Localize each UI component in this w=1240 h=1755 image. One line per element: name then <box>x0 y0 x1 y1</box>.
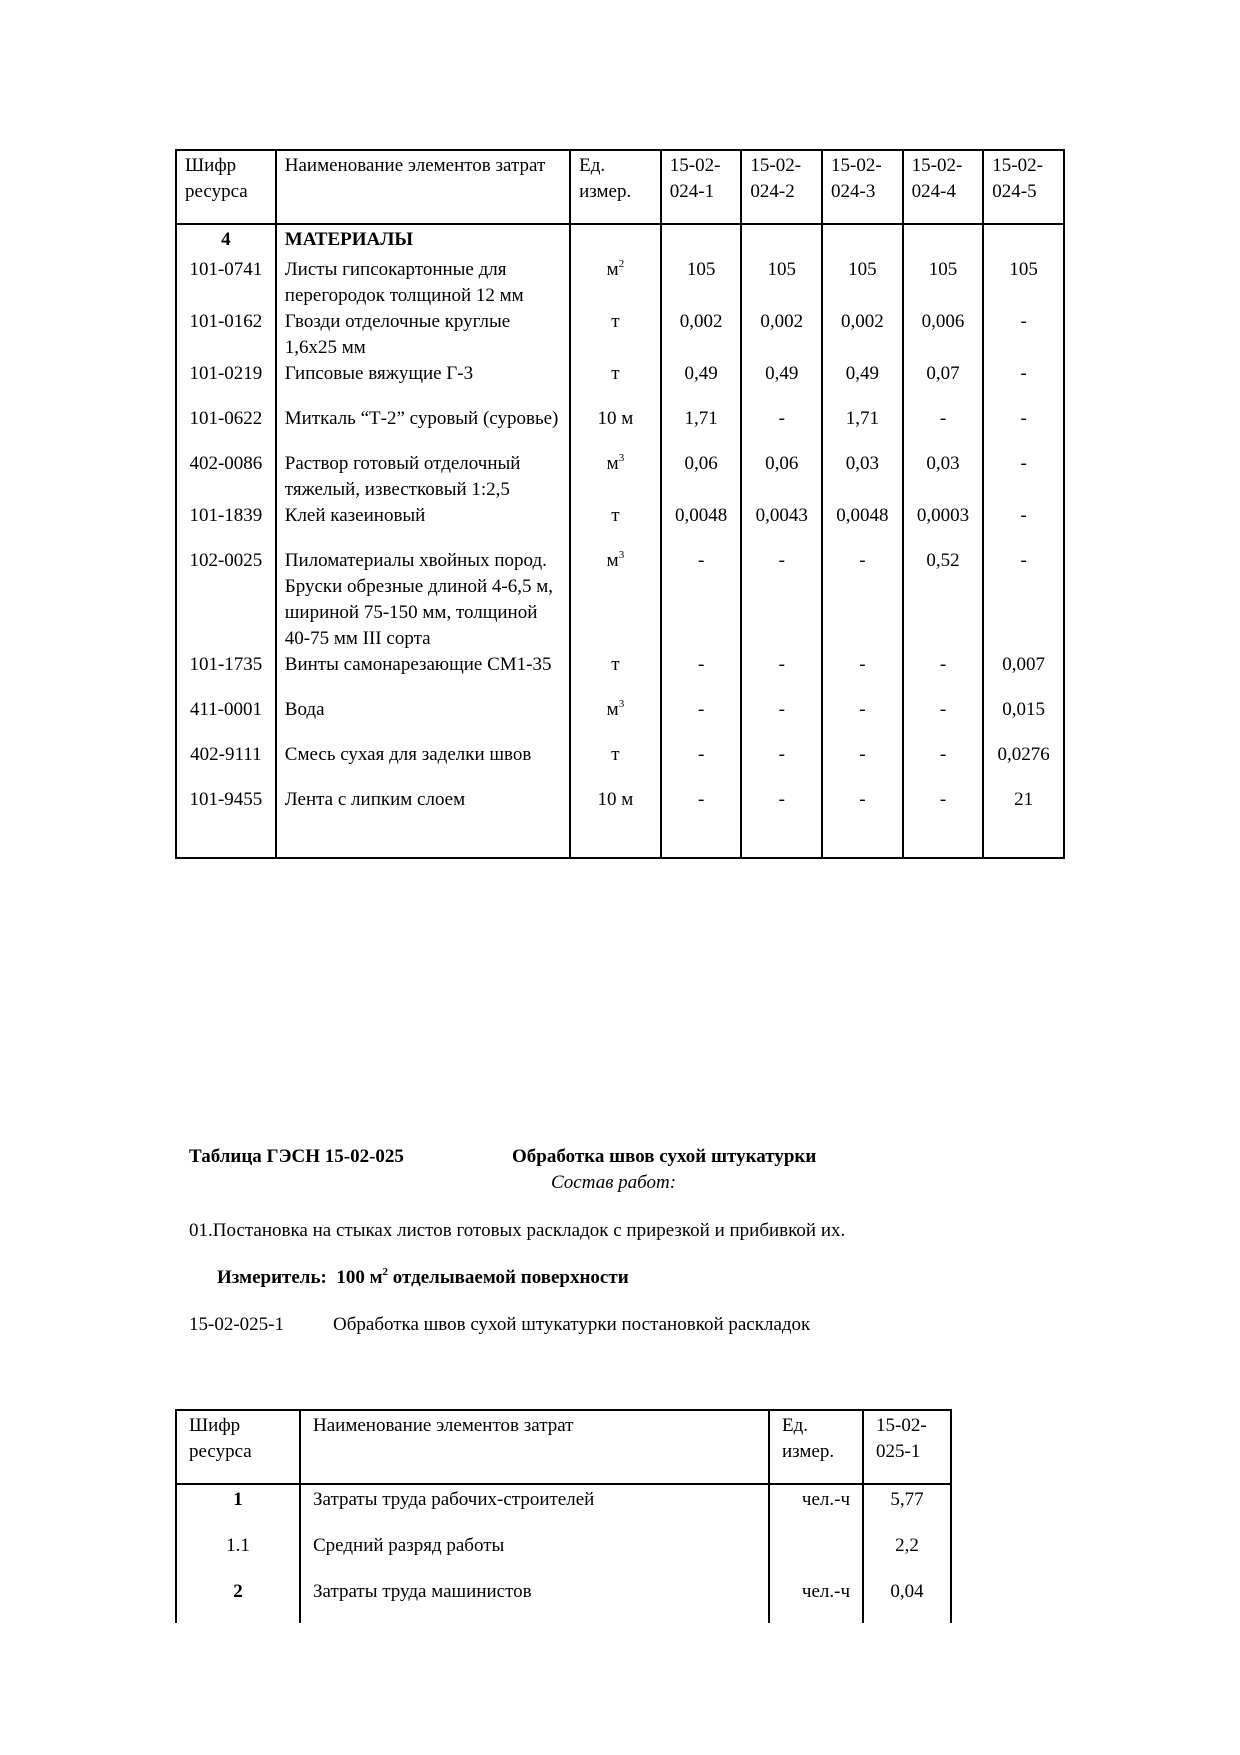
row-value-1: 105 <box>661 257 742 309</box>
unit-text: м <box>606 699 619 720</box>
row-code: 101-0741 <box>176 257 276 309</box>
row-unit <box>570 451 661 503</box>
table-header-row <box>176 1410 951 1484</box>
row-value-3: 105 <box>822 257 903 309</box>
table-row <box>176 742 1064 787</box>
row-value-3: 0,002 <box>822 309 903 361</box>
row-name: Миткаль “Т-2” суровый (суровье) <box>276 406 570 451</box>
table-row <box>176 697 1064 742</box>
row-unit <box>570 257 661 309</box>
row-value-1: 1,71 <box>661 406 742 451</box>
row-unit <box>570 697 661 742</box>
row-value-5: 0,007 <box>983 652 1064 697</box>
row-value-1: - <box>661 787 742 858</box>
row-value-5: 21 <box>983 787 1064 858</box>
item-code: 15-02-025-1 <box>189 1314 284 1335</box>
section-name: МАТЕРИАЛЫ <box>276 224 570 257</box>
header-name: Наименование элементов затрат <box>276 150 570 224</box>
row-unit <box>570 787 661 858</box>
row-value-3: - <box>822 742 903 787</box>
header-col-1: 15-02-025-1 <box>863 1410 951 1484</box>
row-code: 101-0622 <box>176 406 276 451</box>
row-code: 102-0025 <box>176 548 276 652</box>
row-unit <box>570 742 661 787</box>
row-value-4: 0,006 <box>903 309 984 361</box>
header-unit: Ед. измер. <box>570 150 661 224</box>
section-code: 4 <box>176 224 276 257</box>
row-value-3: - <box>822 652 903 697</box>
unit-text: т <box>611 311 620 332</box>
row-value-4: - <box>903 742 984 787</box>
header-col-3: 15-02-024-3 <box>822 150 903 224</box>
section-row <box>176 224 1064 257</box>
row-unit <box>769 1531 863 1577</box>
row-value-4: 0,03 <box>903 451 984 503</box>
header-unit: Ед. измер. <box>769 1410 863 1484</box>
header-col-1: 15-02-024-1 <box>661 150 742 224</box>
row-name: Пиломатериалы хвойных пород. Бруски обрезные длиной 4-6,5 м, шириной 75-150 мм, толщиной 40-75 мм III сорта <box>276 548 570 652</box>
composition-label: Состав работ: <box>551 1172 677 1193</box>
table-header-row <box>176 150 1064 224</box>
unit-sup: 3 <box>618 698 625 710</box>
row-value-2: 105 <box>741 257 822 309</box>
row-value-1: 0,002 <box>661 309 742 361</box>
table-row <box>176 451 1064 503</box>
row-value-1: 0,04 <box>863 1577 951 1623</box>
unit-text: т <box>611 744 620 765</box>
table-row <box>176 548 1064 652</box>
unit-text: 10 м <box>597 408 634 429</box>
row-unit <box>570 361 661 406</box>
row-value-2: - <box>741 652 822 697</box>
row-value-4: 105 <box>903 257 984 309</box>
unit-text: м <box>606 550 619 571</box>
row-value-5: - <box>983 406 1064 451</box>
row-value-3: 0,0048 <box>822 503 903 548</box>
table-row <box>176 1577 951 1623</box>
row-name: Средний разряд работы <box>300 1531 769 1577</box>
row-name: Листы гипсокартонные для перегородок толщиной 12 мм <box>276 257 570 309</box>
row-value-4: 0,52 <box>903 548 984 652</box>
row-value-3: - <box>822 697 903 742</box>
table-row <box>176 406 1064 451</box>
row-name: Винты самонарезающие СМ1-35 <box>276 652 570 697</box>
row-code: 1.1 <box>176 1531 300 1577</box>
unit-text: т <box>611 654 620 675</box>
row-value-1: 2,2 <box>863 1531 951 1577</box>
row-value-2: - <box>741 548 822 652</box>
row-value-2: - <box>741 697 822 742</box>
header-col-2: 15-02-024-2 <box>741 150 822 224</box>
table-row <box>176 503 1064 548</box>
row-value-2: - <box>741 742 822 787</box>
row-value-2: 0,49 <box>741 361 822 406</box>
table-label: Таблица ГЭСН 15-02-025 <box>189 1146 404 1167</box>
row-value-3: 0,03 <box>822 451 903 503</box>
row-value-2: - <box>741 787 822 858</box>
row-value-3: - <box>822 548 903 652</box>
row-value-4: 0,07 <box>903 361 984 406</box>
unit-text: м <box>606 453 619 474</box>
row-value-1: 0,06 <box>661 451 742 503</box>
row-code: 101-1839 <box>176 503 276 548</box>
row-unit <box>570 406 661 451</box>
row-name: Вода <box>276 697 570 742</box>
unit-text: т <box>611 363 620 384</box>
header-name: Наименование элементов затрат <box>300 1410 769 1484</box>
row-value-2: 0,06 <box>741 451 822 503</box>
table-row <box>176 1531 951 1577</box>
row-value-1: - <box>661 697 742 742</box>
header-code: Шифр ресурса <box>176 150 276 224</box>
row-name: Раствор готовый отделочный тяжелый, известковый 1:2,5 <box>276 451 570 503</box>
meter-label: Измеритель: <box>217 1267 327 1288</box>
unit-text: т <box>611 505 620 526</box>
row-value-5: - <box>983 451 1064 503</box>
row-value-3: - <box>822 787 903 858</box>
meter-value-pre: 100 м <box>336 1267 383 1288</box>
row-value-1: - <box>661 742 742 787</box>
row-value-5: - <box>983 503 1064 548</box>
row-value-5: - <box>983 361 1064 406</box>
row-code: 101-0162 <box>176 309 276 361</box>
row-unit <box>570 548 661 652</box>
unit-text: 10 м <box>597 789 634 810</box>
row-value-4: 0,0003 <box>903 503 984 548</box>
row-value-3: 1,71 <box>822 406 903 451</box>
table-row <box>176 309 1064 361</box>
row-code: 101-0219 <box>176 361 276 406</box>
row-value-5: 105 <box>983 257 1064 309</box>
table-row <box>176 257 1064 309</box>
row-value-4: - <box>903 406 984 451</box>
materials-table <box>175 149 1065 859</box>
row-code: 2 <box>176 1577 300 1623</box>
row-value-5: 0,0276 <box>983 742 1064 787</box>
header-col-4: 15-02-024-4 <box>903 150 984 224</box>
header-code: Шифр ресурса <box>176 1410 300 1484</box>
row-value-5: - <box>983 548 1064 652</box>
table-row <box>176 652 1064 697</box>
unit-sup: 3 <box>618 452 625 464</box>
row-code: 101-1735 <box>176 652 276 697</box>
row-code: 402-9111 <box>176 742 276 787</box>
row-value-2: - <box>741 406 822 451</box>
row-code: 402-0086 <box>176 451 276 503</box>
row-value-5: - <box>983 309 1064 361</box>
row-value-5: 0,015 <box>983 697 1064 742</box>
meter-value-post: отделываемой поверхности <box>388 1267 629 1288</box>
header-col-5: 15-02-024-5 <box>983 150 1064 224</box>
row-value-1: 0,49 <box>661 361 742 406</box>
row-name: Гвозди отделочные круглые 1,6х25 мм <box>276 309 570 361</box>
row-unit <box>570 309 661 361</box>
table-row <box>176 787 1064 858</box>
table-title: Обработка швов сухой штукатурки <box>512 1146 817 1167</box>
table-row <box>176 1484 951 1531</box>
row-value-2: 0,002 <box>741 309 822 361</box>
row-code: 1 <box>176 1484 300 1531</box>
meter-line <box>217 1267 629 1289</box>
row-value-4: - <box>903 697 984 742</box>
row-value-1: - <box>661 548 742 652</box>
row-name: Смесь сухая для заделки швов <box>276 742 570 787</box>
row-code: 411-0001 <box>176 697 276 742</box>
row-value-3: 0,49 <box>822 361 903 406</box>
row-name: Лента с липким слоем <box>276 787 570 858</box>
row-value-4: - <box>903 652 984 697</box>
row-value-4: - <box>903 787 984 858</box>
unit-text: м <box>606 259 619 280</box>
row-value-1: - <box>661 652 742 697</box>
table-row <box>176 361 1064 406</box>
item-name: Обработка швов сухой штукатурки постановкой раскладок <box>333 1314 811 1335</box>
row-code: 101-9455 <box>176 787 276 858</box>
row-unit: чел.-ч <box>769 1484 863 1531</box>
row-unit: чел.-ч <box>769 1577 863 1623</box>
row-unit <box>570 503 661 548</box>
row-value-2: 0,0043 <box>741 503 822 548</box>
row-name: Затраты труда машинистов <box>300 1577 769 1623</box>
row-value-1: 5,77 <box>863 1484 951 1531</box>
row-name: Гипсовые вяжущие Г-3 <box>276 361 570 406</box>
labor-table <box>175 1409 952 1623</box>
unit-sup: 3 <box>618 549 625 561</box>
unit-sup: 2 <box>618 258 625 270</box>
meter-value-sup: 2 <box>382 1266 389 1278</box>
row-name: Затраты труда рабочих-строителей <box>300 1484 769 1531</box>
row-name: Клей казеиновый <box>276 503 570 548</box>
work-step: 01.Постановка на стыках листов готовых раскладок с прирезкой и прибивкой их. <box>189 1220 846 1241</box>
row-unit <box>570 652 661 697</box>
row-value-1: 0,0048 <box>661 503 742 548</box>
